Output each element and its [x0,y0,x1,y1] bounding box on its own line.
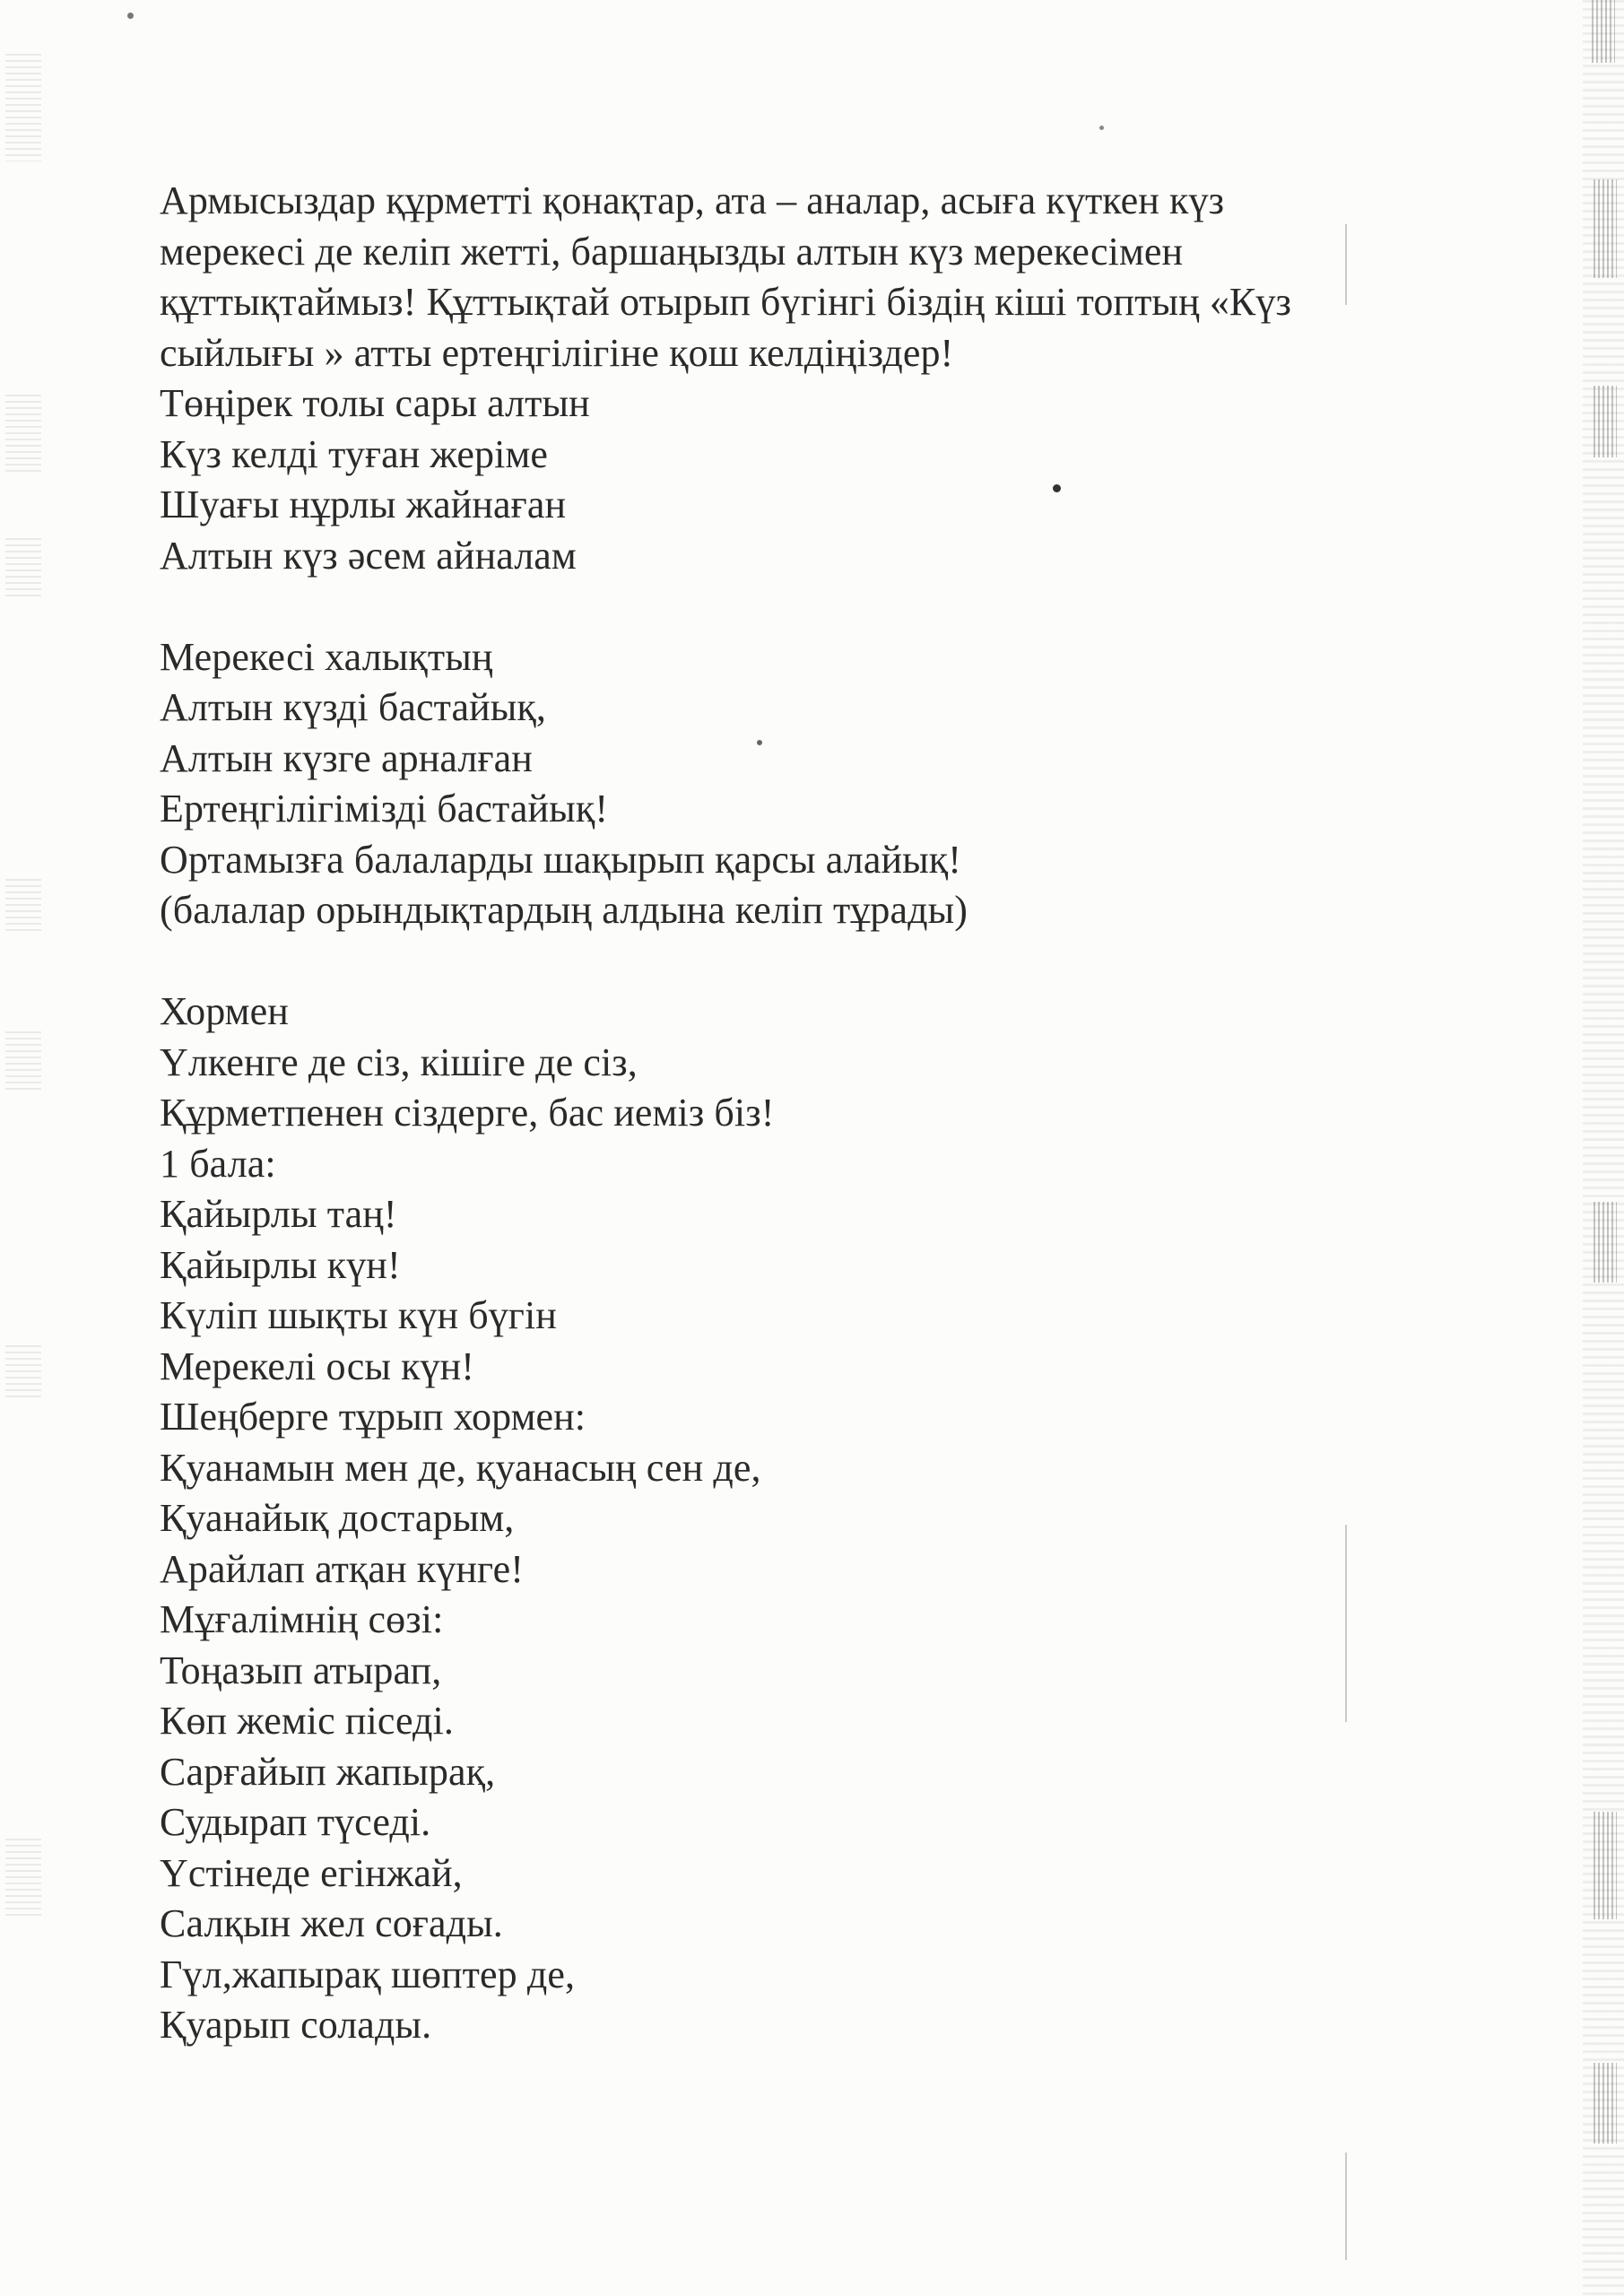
text-line: Қуанайық достарым, [160,1496,515,1540]
text-line: Ертеңгілігімізді бастайық! [160,787,609,831]
scan-left-noise [5,54,41,161]
text-line: Алтын күзді бастайық, [160,685,546,729]
scan-blot [1594,1812,1617,1919]
text-line: Ортамызға балаларды шақырып қарсы алайық! [160,837,961,882]
text-line: сыйлығы » атты ертеңгілігіне қош келдіңіздер! [160,330,954,375]
scan-left-noise [5,879,41,933]
scan-blot [1594,2063,1617,2144]
document-body [160,176,1415,2051]
text-line: Салқын жел соғады. [160,1901,503,1945]
text-line: Қайырлы таң! [160,1192,397,1236]
scan-blot [1594,179,1617,278]
text-line: мерекесі де келіп жетті, баршаңызды алтын күз мерекесімен [160,229,1184,274]
scan-left-noise [5,1031,41,1094]
scan-fold-line [1345,2152,1347,2260]
text-line: Хормен [160,989,289,1033]
text-line: Қайырлы күн! [160,1242,401,1287]
text-line: Үстінеде егінжай, [160,1850,463,1895]
text-line: Күз келді туған жеріме [160,431,549,476]
text-line: Шеңберге тұрып хормен: [160,1395,586,1439]
scan-edge-noise [1583,0,1624,2296]
text-line: Төңірек толы сары алтын [160,381,590,425]
blank-line [160,581,1415,632]
text-line: Арайлап атқан күнге! [160,1546,524,1591]
scan-blot [1592,0,1615,63]
ink-speck [1099,126,1104,130]
text-line: Судырап түседі. [160,1800,431,1844]
text-line: Сарғайып жапырақ, [160,1749,496,1794]
text-line: Алтын күз әсем айналам [160,533,577,578]
text-line: Гүл,жапырақ шөптер де, [160,1952,576,1996]
text-line: құттықтаймыз! Құттықтай отырып бүгінгі біздің кіші топтың «Күз [160,280,1291,324]
text-line: Қуанамын мен де, қуанасың сен де, [160,1445,761,1490]
ink-speck [127,13,134,19]
scan-left-noise [5,1839,41,1919]
blank-line [160,936,1415,987]
text-line: Үлкенге де сіз, кішіге де сіз, [160,1039,638,1084]
text-line: 1 бала: [160,1141,276,1186]
scan-left-noise [5,395,41,475]
text-line: Мерекелі осы күн! [160,1344,475,1388]
text-line: Көп жеміс піседі. [160,1699,454,1743]
text-line: Алтын күзге арналған [160,735,533,780]
text-line: (балалар орындықтардың алдына келіп тұрады) [160,888,968,932]
scan-left-noise [5,538,41,601]
text-line: Мерекесі халықтың [160,634,493,679]
scan-blot [1594,1202,1617,1283]
text-line: Шуағы нұрлы жайнаған [160,483,567,526]
text-line: Тоңазып атырап, [160,1648,442,1692]
text-line: Мұғалімнің сөзі: [160,1597,444,1641]
text-line: Күліп шықты күн бүгін [160,1293,557,1337]
text-line: Армысыздар құрметті қонақтар, ата – аналар, асыға күткен күз [160,178,1225,222]
text-line: Құрметпенен сіздерге, бас иеміз біз! [160,1091,775,1135]
scan-blot [1594,386,1617,457]
text-line: Қуарып солады. [160,2003,432,2047]
scan-left-noise [5,1345,41,1399]
